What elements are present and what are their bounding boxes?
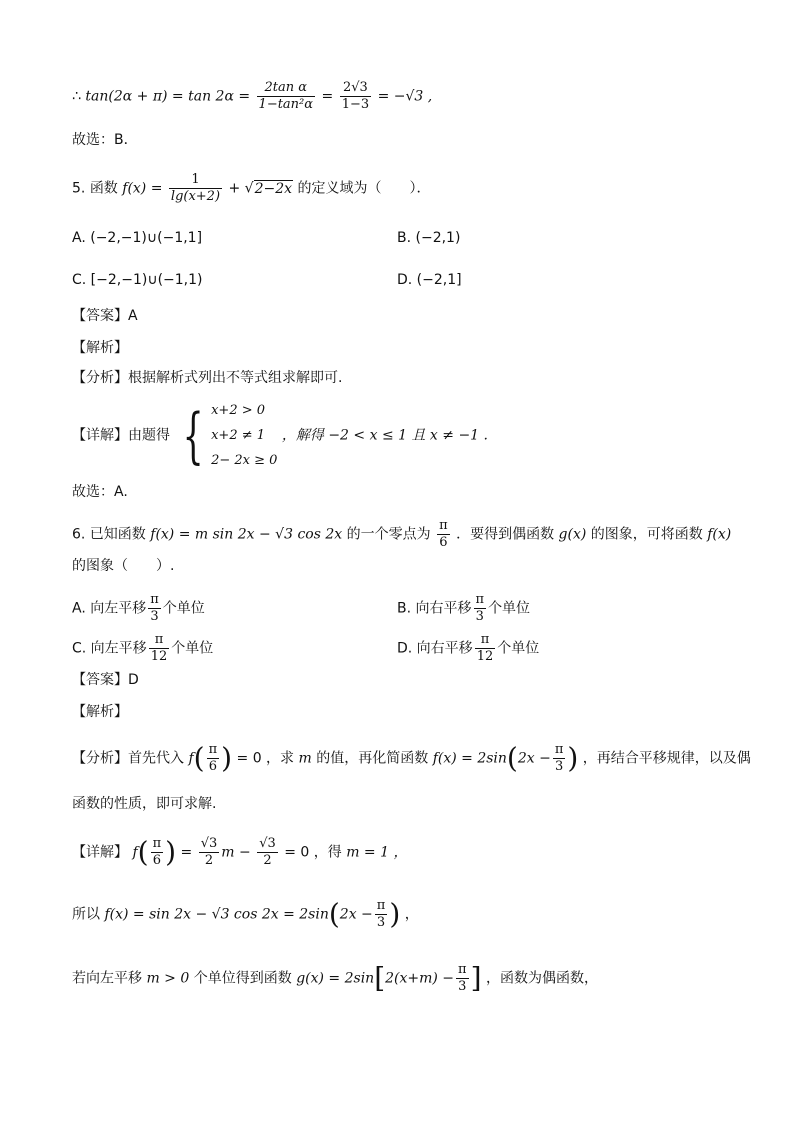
fraction: $\frac{\text{2tan α}}{\text{1−tan²α}}$: [258, 80, 314, 112]
fraction: $\frac{\pi}{3}$: [150, 592, 159, 624]
formula: f: [188, 750, 194, 767]
analysis-5: 【解析】: [72, 340, 128, 356]
line-tan: [72, 80, 432, 113]
text: 【详解】由题得: [72, 427, 170, 444]
option-b: B. (−2,1): [397, 230, 461, 246]
formula: m: [298, 750, 312, 767]
formula: m −: [221, 844, 251, 861]
ineq-1: x+2 > 0: [211, 403, 266, 418]
option-a: A. (−2,−1)∪(−1,1]: [72, 230, 203, 246]
answer-6: 【答案】D: [72, 672, 139, 688]
text: 所以: [72, 906, 100, 923]
formula: f(x) = sin 2x − √3 cos 2x = 2sin: [104, 906, 329, 923]
fraction: $\frac{\pi}{3}$: [458, 962, 467, 994]
fraction: $\frac{\pi}{12}$: [476, 632, 494, 664]
text: 个单位: [171, 640, 214, 657]
formula: tan(2α + π) = tan 2α =: [85, 88, 251, 105]
option-d: [397, 632, 539, 665]
formula: g(x): [558, 526, 587, 543]
option-c: C. [−2,−1)∪(−1,1): [72, 272, 203, 288]
formula: f: [132, 844, 138, 861]
formula: f(x) = 2sin: [432, 750, 507, 767]
text: = 0 ，求: [236, 750, 295, 767]
fraction: $\frac{\pi}{3}$: [554, 742, 564, 774]
equals: =: [321, 88, 334, 105]
text: ，: [404, 906, 419, 923]
formula: f(x) = m sin 2x − √3 cos 2x: [150, 526, 343, 543]
text: D. 向右平移: [397, 640, 473, 657]
text: = 0 ，得: [284, 844, 342, 861]
text: 个单位: [497, 640, 540, 657]
question-6-line2: 的图象（ ）.: [72, 558, 175, 574]
formula: f(x) =: [122, 180, 163, 197]
ineq-2: x+2 ≠ 1: [211, 428, 266, 443]
text: 【分析】首先代入: [72, 750, 184, 767]
analysis-6: 【解析】: [72, 704, 128, 720]
text: ，再结合平移规律，以及偶: [582, 750, 751, 767]
plus: +: [228, 180, 241, 197]
fraction: $\frac{1}{\lg(x+2)}$: [170, 172, 221, 204]
text: 的值，再化简函数: [316, 750, 429, 767]
therefore-line: 所以 f(x) = sin 2x − √3 cos 2x = 2sin(2x − $\frac{\pi}{3}$ ) ，: [72, 897, 419, 931]
shift-line: 若向左平移 m > 0 个单位得到函数 g(x) = 2sin[2(x+m) − $\frac{\pi}{3}$ ] ，函数为偶函数，: [72, 961, 598, 995]
fraction: $\frac{\pi}{3}$: [376, 898, 386, 930]
text: ，函数为偶函数，: [485, 970, 598, 987]
question-5: 5. 函数 f(x) = $\frac{1}{\lg(x+2)}$ + √2−2x 的定义域为（ ）．: [72, 172, 431, 204]
fraction: $\frac{√3}{2}$: [200, 836, 218, 868]
fraction: $\frac{\pi}{6}$: [152, 836, 162, 868]
fraction: $\frac{√3}{2}$: [259, 836, 276, 868]
formula: f(x): [707, 526, 732, 543]
text: C. 向左平移: [72, 640, 147, 657]
option-a: [72, 592, 205, 625]
fraction: $\frac{\pi}{3}$: [475, 592, 485, 624]
text: 6. 已知函数: [72, 526, 146, 543]
formula: = −√3 ,: [377, 88, 433, 105]
brace: {: [183, 400, 205, 471]
solution-5: [72, 398, 488, 473]
analysis-detail-6-line2: 函数的性质，即可求解.: [72, 796, 217, 812]
analysis-detail-5: 【分析】根据解析式列出不等式组求解即可.: [72, 370, 343, 386]
q-number: 5.: [72, 180, 86, 197]
therefore-symbol: ∴: [72, 88, 81, 105]
sqrt-content: 2−2x: [254, 180, 293, 197]
formula: 2x −: [339, 906, 373, 923]
text: 函数: [89, 180, 118, 197]
formula: 2(x+m) −: [385, 970, 455, 987]
option-c: [72, 632, 213, 665]
text: 若向左平移: [72, 970, 142, 987]
text: B. 向右平移: [397, 600, 472, 617]
ineq-3: 2− 2x ≥ 0: [211, 453, 278, 468]
text: 的一个零点为: [346, 526, 431, 543]
select-b: 故选：B．: [72, 132, 138, 148]
text: ，解得 −2 < x ≤ 1 且 x ≠ −1 .: [281, 427, 488, 444]
text: A. 向左平移: [72, 600, 147, 617]
analysis-detail-6: 【分析】首先代入 f( $\frac{\pi}{6}$ ) = 0 ，求 m 的值，再化简函数 f(x) = 2sin(2x − $\frac{\pi}{3}$ ) ，再结合平移规律，以及偶: [72, 741, 751, 775]
text: ．要得到偶函数: [456, 526, 555, 543]
formula: m > 0: [146, 970, 190, 987]
question-6: [72, 518, 731, 551]
text: 个单位: [162, 600, 205, 617]
formula: m = 1 ，: [346, 844, 408, 861]
select-a: 故选：A.: [72, 484, 128, 500]
text: 个单位得到函数: [193, 970, 292, 987]
inequality-system: [211, 398, 277, 473]
fraction: $\frac{2√3}{1-3}$: [341, 80, 370, 112]
formula: g(x) = 2sin: [296, 970, 375, 987]
text: 的图象，可将函数: [590, 526, 703, 543]
fraction: $\frac{\pi}{12}$: [150, 632, 168, 664]
text: 【详解】: [72, 844, 128, 861]
text: 的定义域为（ ）．: [297, 180, 431, 197]
answer-5: 【答案】A: [72, 308, 138, 324]
option-b: [397, 592, 530, 625]
fraction: $\frac{\pi}{6}$: [208, 742, 218, 774]
text: 个单位: [488, 600, 531, 617]
fraction: $\frac{\pi}{6}$: [439, 518, 448, 550]
formula: 2x −: [517, 750, 551, 767]
option-d: D. (−2,1]: [397, 272, 462, 288]
solution-6: 【详解】 f( $\frac{\pi}{6}$ ) = $\frac{√3}{2}$ m − $\frac{√3}{2}$ = 0 ，得 m = 1 ，: [72, 835, 408, 869]
